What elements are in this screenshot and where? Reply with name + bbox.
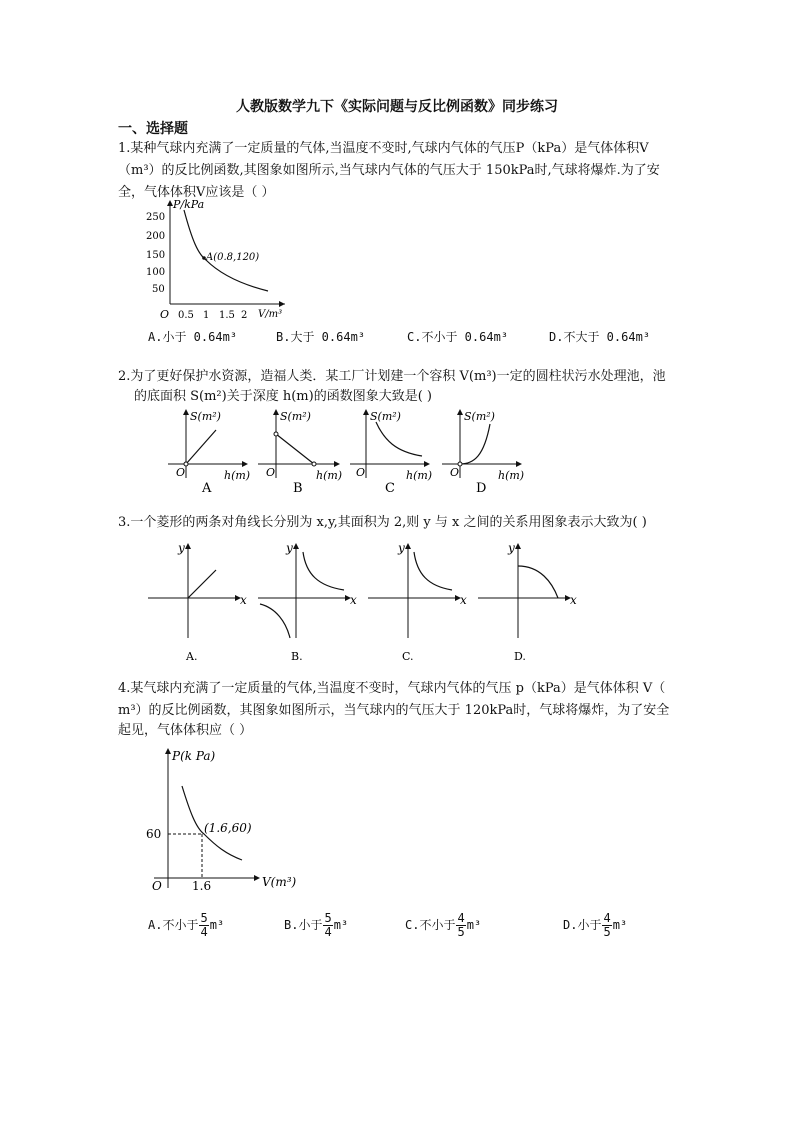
q2-c-y-label: S(m²) — [370, 410, 401, 423]
x-tick: 1 — [203, 310, 210, 321]
q4-line1: 4.某气球内充满了一定质量的气体,当温度不变时，气球内气体的气压 p（kPa）是气体体积 V（ — [118, 681, 666, 696]
q3-graph-c — [368, 541, 467, 638]
q3-d-y-label: y — [508, 541, 515, 555]
q3-graphs — [146, 538, 586, 666]
q2-b-y-label: S(m²) — [280, 410, 311, 423]
q4-b-fraction — [323, 912, 332, 939]
section-heading: 一、选择题 — [118, 121, 188, 137]
q1-graph — [140, 196, 290, 324]
q3-letter-a[interactable]: A. — [186, 650, 198, 663]
q4-d-numerator: 4 — [603, 911, 611, 925]
q3-letter-b[interactable]: B. — [291, 650, 303, 663]
q2-c-x-label: h(m) — [406, 469, 433, 482]
x-tick: 0.5 — [178, 310, 194, 321]
q3-letter-d[interactable]: D. — [514, 650, 526, 663]
q2-b-line — [276, 434, 314, 464]
q4-a-fraction — [199, 912, 208, 939]
q2-letter-c[interactable]: C — [385, 481, 395, 496]
q2-letter-b[interactable]: B — [293, 481, 303, 496]
q1-point-label: A(0.8,120) — [206, 252, 260, 263]
q4-option-d[interactable] — [563, 912, 627, 939]
q3-a-line — [188, 570, 216, 598]
q3-d-x-label: x — [570, 593, 577, 607]
q2-d-origin: O — [450, 466, 460, 479]
q2-graph-a — [168, 409, 250, 482]
q4-option-a[interactable] — [148, 912, 224, 939]
q4-y-tick: 60 — [146, 827, 162, 841]
q1-option-d[interactable]: D.不大于 0.64m³ — [549, 330, 651, 344]
q3-d-curve — [518, 566, 558, 598]
q4-y-label: P(k Pa) — [172, 749, 216, 763]
q1-option-b[interactable]: B.大于 0.64m³ — [276, 330, 366, 344]
q4-c-unit: m³ — [466, 918, 482, 932]
q3-a-x-label: x — [240, 593, 247, 607]
y-tick: 50 — [152, 284, 165, 295]
q4-c-numerator: 4 — [457, 911, 465, 925]
q4-b-denominator: 4 — [324, 925, 332, 939]
q4-option-b[interactable] — [284, 912, 348, 939]
q4-c-fraction — [456, 912, 465, 939]
q2-graph-b — [258, 409, 342, 482]
q4-origin: O — [152, 879, 162, 893]
q3-b-curve-1 — [303, 552, 344, 590]
q3-b-x-label: x — [350, 593, 357, 607]
q2-letter-d[interactable]: D — [476, 481, 487, 496]
q3-b-y-label: y — [286, 541, 293, 555]
q2-d-curve — [460, 424, 490, 464]
q4-c-prefix: C.不小于 — [405, 918, 456, 932]
q1-x-ticks — [178, 310, 247, 321]
q2-line2: 的底面积 S(m²)关于深度 h(m)的函数图象大致是( ) — [134, 389, 432, 404]
q2-c-curve — [376, 422, 422, 456]
q2-letter-a[interactable]: A — [202, 481, 212, 496]
q1-x-label: V/m³ — [258, 309, 283, 320]
q4-a-denominator: 4 — [200, 925, 208, 939]
q3-a-y-label: y — [178, 541, 185, 555]
y-tick: 250 — [146, 212, 166, 223]
q3-graph-d — [478, 541, 577, 638]
q2-a-origin: O — [176, 466, 186, 479]
q3-letter-c[interactable]: C. — [402, 650, 414, 663]
q2-line1: 2.为了更好保护水资源，造福人类．某工厂计划建一个容积 V(m³)一定的圆柱状污水处理池，池 — [118, 369, 666, 384]
q4-b-prefix: B.小于 — [284, 918, 323, 932]
q3-line1: 3.一个菱形的两条对角线长分别为 x,y,其面积为 2,则 y 与 x 之间的关系用图象表示大致为( ) — [118, 515, 647, 530]
q4-a-prefix: A.不小于 — [148, 918, 199, 932]
q4-a-numerator: 5 — [200, 911, 208, 925]
q2-a-line — [186, 430, 216, 464]
q1-y-label: P/kPa — [173, 198, 205, 211]
x-tick: 1.5 — [219, 310, 235, 321]
q1-curve — [184, 210, 268, 291]
q4-b-unit: m³ — [333, 918, 349, 932]
q4-option-c[interactable] — [405, 912, 481, 939]
q2-graph-d — [442, 409, 524, 482]
q2-a-y-label: S(m²) — [190, 410, 221, 423]
q2-d-x-label: h(m) — [498, 469, 525, 482]
q2-graph-c — [350, 409, 432, 482]
q2-a-x-label: h(m) — [224, 469, 251, 482]
q4-line2: m³）的反比例函数，其图象如图所示，当气球内的气压大于 120kPa时，气球将爆炸，为了安全 — [118, 703, 670, 718]
y-tick: 200 — [146, 231, 166, 242]
q1-option-a[interactable]: A.小于 0.64m³ — [148, 330, 238, 344]
y-tick: 150 — [146, 250, 166, 261]
q4-d-unit: m³ — [612, 918, 628, 932]
q1-line2: （m³）的反比例函数,其图象如图所示,当气球内气体的气压大于 150kPa时,气球将爆炸.为了安 — [118, 163, 660, 178]
q3-c-x-label: x — [460, 593, 467, 607]
q3-graph-b — [258, 541, 357, 638]
q4-d-prefix: D.小于 — [563, 918, 602, 932]
q4-line3: 起见，气体体积应（ ） — [118, 723, 253, 738]
q4-point-label: (1.6,60) — [204, 821, 252, 835]
q4-graph — [146, 742, 306, 894]
q1-origin: O — [160, 308, 170, 321]
q3-graph-a — [148, 541, 247, 638]
x-tick: 2 — [241, 310, 248, 321]
q4-a-unit: m³ — [209, 918, 225, 932]
q4-c-denominator: 5 — [457, 925, 465, 939]
y-tick: 100 — [146, 267, 166, 278]
q2-d-y-label: S(m²) — [464, 410, 495, 423]
q4-d-denominator: 5 — [603, 925, 611, 939]
q4-x-tick: 1.6 — [192, 879, 212, 893]
q3-b-curve-2 — [260, 604, 290, 638]
q1-y-ticks — [146, 212, 165, 295]
q1-option-c[interactable]: C.不小于 0.64m³ — [407, 330, 509, 344]
q2-c-origin: O — [356, 466, 366, 479]
q4-x-label: V(m³) — [262, 875, 297, 889]
q2-graphs — [164, 404, 529, 496]
q2-b-origin: O — [266, 466, 276, 479]
q1-line3: 全，气体体积V应该是（ ） — [118, 185, 275, 200]
q4-b-numerator: 5 — [324, 911, 332, 925]
q1-line1: 1.某种气球内充满了一定质量的气体,当温度不变时,气球内气体的气压P（kPa）是气体体积V — [118, 141, 649, 156]
q2-b-x-label: h(m) — [316, 469, 343, 482]
q3-c-curve — [414, 552, 452, 590]
page-title: 人教版数学九下《实际问题与反比例函数》同步练习 — [236, 99, 558, 115]
q4-d-fraction — [602, 912, 611, 939]
q3-c-y-label: y — [398, 541, 405, 555]
